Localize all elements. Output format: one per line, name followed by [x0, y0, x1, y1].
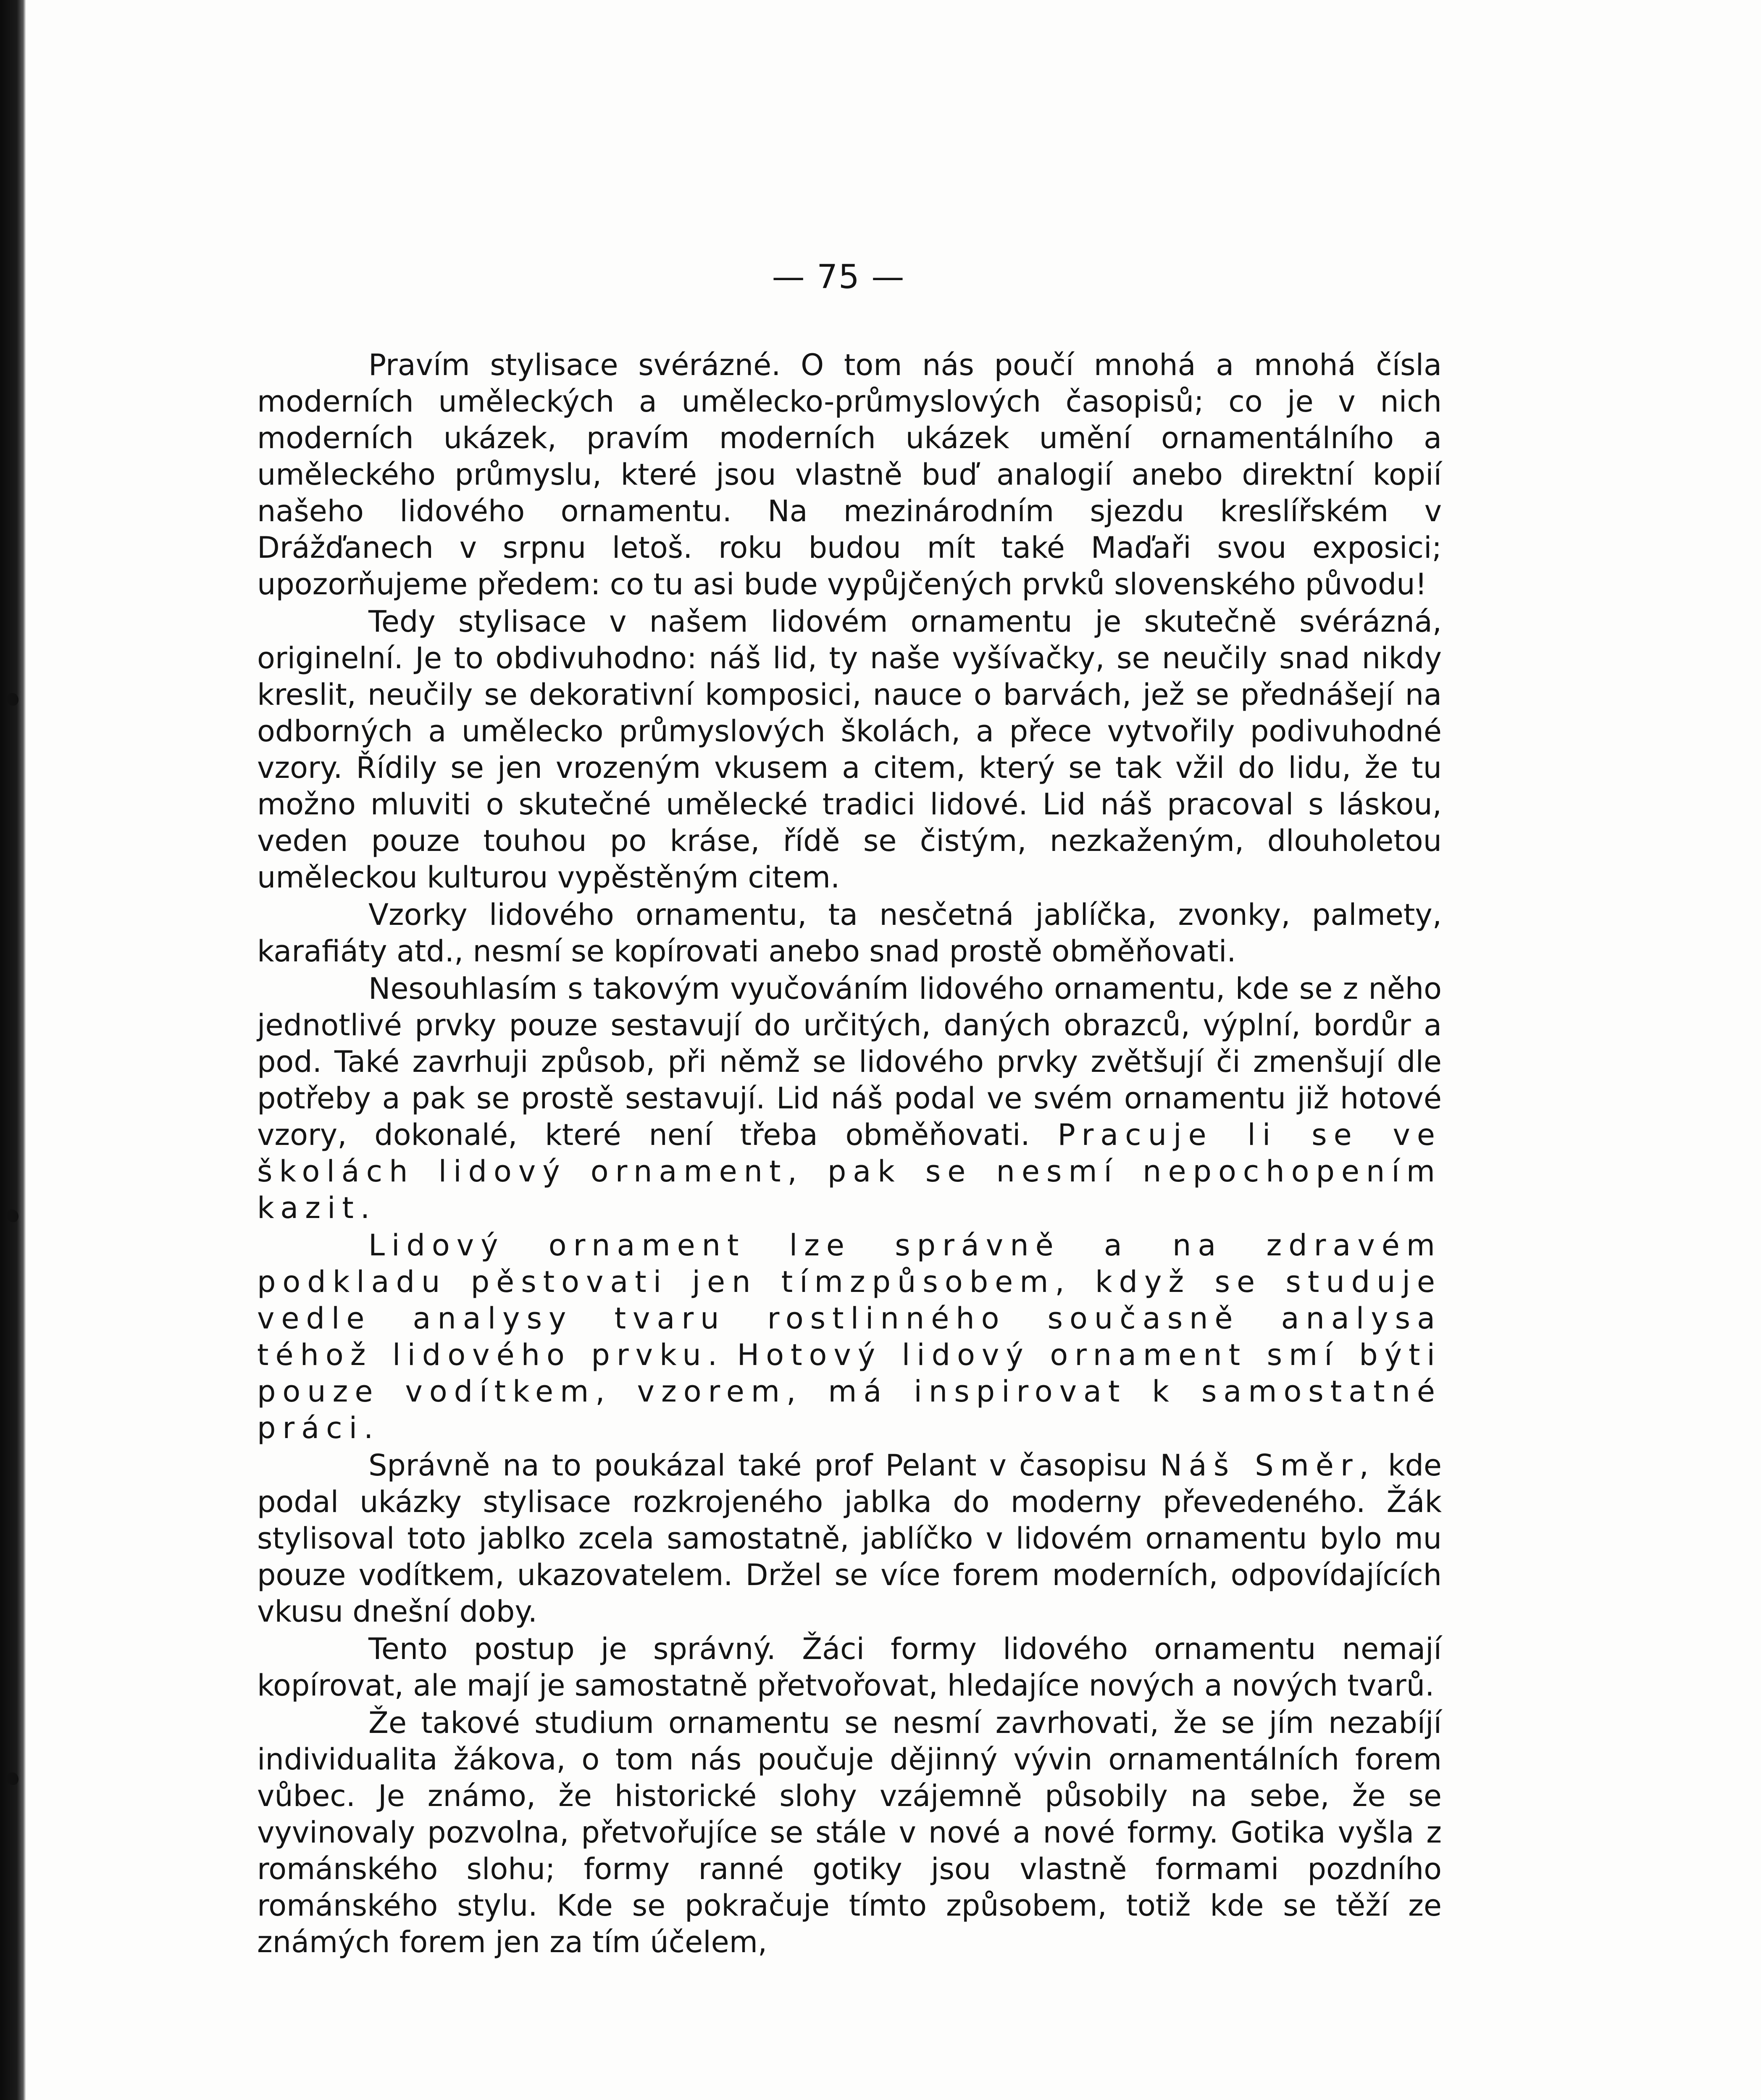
paragraph-8: Že takové studium ornamentu se nesmí zavrhovati, že se jím nezabíjí individualita žákova, o tom nás poučuje dějinný vývin ornamentálních forem vůbec. Je známo, že historické slohy vzájemně působily na sebe, že se vyvinovaly pozvolna, přetvořujíce se stále v nové a nové formy. Gotika vyšla z románského slohu; formy ranné gotiky jsou vlastně formami pozdního románského stylu. Kde se pokračuje tímto způsobem, totiž kde se těží ze známých forem jen za tím účelem, — [257, 1706, 1442, 1959]
edge-mark — [8, 693, 18, 706]
paragraph-5-spaced-text-a: Lidový ornament lze správně a na zdravém podkladu pěstovati jen tímzpůsobem, když se studuje vedle analysy tvaru rostlinného současně analysa téhož lidového prvku. — [257, 1228, 1442, 1372]
edge-mark — [8, 1210, 18, 1222]
paragraph-2: Tedy stylisace v našem lidovém ornamentu je skutečně svérázná, originelní. Je to obdivuhodno: náš lid, ty naše vyšívačky, se neučily snad nikdy kreslit, neučily se dekorativní komposici, nauce o barvách, jež se přednášejí na odborných a umělecko průmyslových školách, a přece vytvořily podivuhodné vzory. Řídily se jen vrozeným vkusem a citem, který se tak vžil do lidu, že tu možno mluviti o skutečné umělecké tradici lidové. Lid náš pracoval s láskou, veden pouze touhou po kráse, řídě se čistým, nezkaženým, dlouholetou uměleckou kulturou vypěstěným citem. — [257, 604, 1442, 895]
paragraph-4-spaced-text: Pracuje li se ve školách lidový ornament, pak se nesmí nepochopením kazit. — [257, 1118, 1442, 1225]
paragraph-4-text: Nesouhlasím s takovým vyučováním lidového ornamentu, kde se z něho jednotlivé prvky pouze sestavují do určitých, daných obrazců, výplní, bordůr a pod. Také zavrhuji způsob, při němž se lidového prvky zvětšují či zmenšují dle potřeby a pak se prostě sestavují. Lid náš podal ve svém ornamentu již hotové vzory, dokonalé, které není třeba obměňovati. — [257, 971, 1442, 1152]
paragraph-6-tail: kde podal ukázky stylisace rozkrojeného jablka do moderny převedeného. Žák stylisoval toto jablko zcela samostatně, jablíčko v lidovém ornamentu bylo mu pouze vodítkem, ukazovatelem. Držel se více forem moderních, odpovídajících vkusu dnešní doby. — [257, 1448, 1442, 1629]
paragraph-7: Tento postup je správný. Žáci formy lidového ornamentu nemají kopírovat, ale mají je samostatně přetvořovat, hledajíce nových a nových tvarů. — [257, 1632, 1442, 1703]
paragraph-5-spaced-text-b: Hotový lidový ornament smí býti pouze vodítkem, vzorem, má inspirovat k samostatné práci. — [257, 1338, 1442, 1445]
paragraph-1: Pravím stylisace svérázné. O tom nás poučí mnohá a mnohá čísla moderních uměleckých a umělecko-průmyslových časopisů; co je v nich moderních ukázek, pravím moderních ukázek umění ornamentálního a uměleckého průmyslu, které jsou vlastně buď analogií anebo direktní kopií našeho lidového ornamentu. Na mezinárodním sjezdu kreslířském v Drážďanech v srpnu letoš. roku budou mít také Maďaři svou exposici; upozorňujeme předem: co tu asi bude vypůjčených prvků slovenského původu! — [257, 348, 1442, 601]
binding-edge — [0, 0, 26, 2100]
paragraph-4 — [257, 971, 1442, 1226]
paragraph-3: Vzorky lidového ornamentu, ta nesčetná jablíčka, zvonky, palmety, karafiáty atd., nesmí se kopírovati anebo snad prostě obměňovati. — [257, 898, 1442, 969]
body-text — [257, 347, 1442, 1961]
edge-mark — [8, 1772, 18, 1785]
paragraph-6-text: Správně na to poukázal také prof Pelant v časopisu — [368, 1448, 1148, 1483]
paragraph-5 — [257, 1227, 1442, 1446]
page-number: — 75 — — [772, 258, 905, 296]
paragraph-6 — [257, 1447, 1442, 1630]
journal-title: Náš Směr, — [1160, 1448, 1375, 1483]
